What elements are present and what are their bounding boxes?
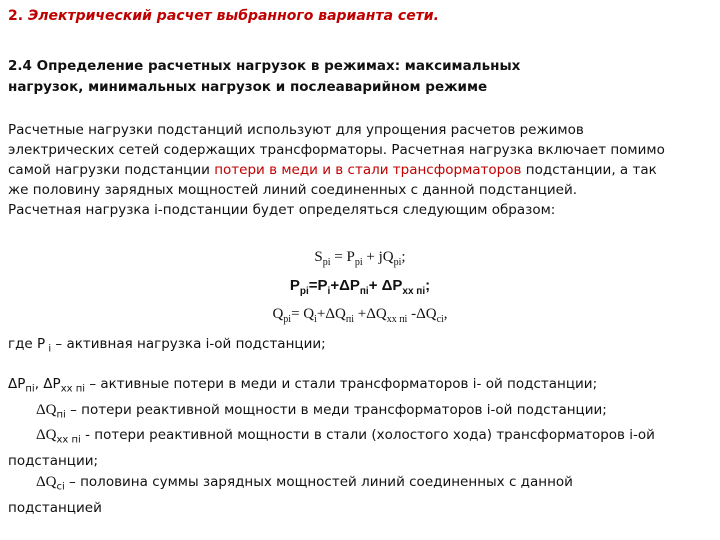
formula-subscript: pi bbox=[299, 286, 309, 297]
formula-block bbox=[0, 246, 720, 331]
definition-symbol: , ΔP bbox=[34, 376, 61, 392]
formula-subscript: ci bbox=[436, 314, 444, 325]
definition-text: – половина суммы зарядных мощностей линий соединенных с данной bbox=[64, 474, 573, 491]
definition-text: – потери реактивной мощности в меди трансформаторов i-ой подстанции; bbox=[65, 401, 607, 418]
paragraph-line: электрических сетей содержащих трансформаторы. Расчетная нагрузка включает помимо bbox=[8, 142, 665, 158]
definition-item bbox=[8, 400, 714, 426]
definition-text: - потери реактивной мощности в стали (холостого хода) трансформаторов i-ой bbox=[80, 427, 655, 444]
where-text: – активная нагрузка i-ой подстанции; bbox=[51, 336, 326, 352]
formula-part: = Q bbox=[291, 306, 315, 322]
formula-symbol: P bbox=[289, 277, 300, 294]
formula-subscript: pi bbox=[283, 314, 292, 325]
formula-symbol: S bbox=[314, 249, 323, 265]
subsection-heading bbox=[8, 56, 708, 98]
definition-subscript: хх пi bbox=[56, 435, 81, 447]
definition-subscript: хх пi bbox=[60, 383, 86, 395]
formula-subscript: i bbox=[314, 314, 317, 325]
section-heading bbox=[8, 8, 439, 24]
formula-active-power bbox=[0, 274, 720, 303]
formula-part: +ΔQ bbox=[316, 306, 346, 322]
paragraph-text: подстанции, а так bbox=[521, 162, 657, 178]
paragraph-line: Расчетные нагрузки подстанций используют для упрощения расчетов режимов bbox=[8, 122, 584, 138]
formula-subscript: хх пi bbox=[386, 314, 408, 325]
paragraph-text: самой нагрузки подстанции bbox=[8, 162, 215, 178]
formula-symbol: Q bbox=[272, 306, 284, 322]
where-subscript: i bbox=[45, 343, 52, 355]
formula-part: , bbox=[443, 306, 448, 322]
definition-item bbox=[8, 374, 714, 400]
subsection-heading-line2: нагрузок, минимальных нагрузок и послеаварийном режиме bbox=[8, 79, 488, 95]
formula-apparent-power bbox=[0, 246, 720, 274]
definition-subscript: пi bbox=[25, 383, 35, 395]
formula-part: + jQ bbox=[362, 249, 394, 265]
definition-symbol: ΔQ bbox=[36, 474, 57, 491]
formula-part: +ΔP bbox=[330, 277, 360, 294]
paragraph-line: же половину зарядных мощностей линий соединенных с данной подстанцией. bbox=[8, 182, 578, 198]
highlighted-text: потери в меди и в стали трансформаторов bbox=[214, 162, 522, 178]
formula-part: + ΔP bbox=[368, 277, 403, 294]
formula-subscript: pi bbox=[354, 257, 363, 268]
section-title: Электрический расчет выбранного варианта сети. bbox=[27, 8, 439, 24]
intro-paragraph bbox=[8, 120, 714, 220]
definition-symbol: ΔP bbox=[8, 376, 26, 392]
definition-continuation: подстанцией bbox=[8, 499, 102, 516]
formula-subscript: пi bbox=[345, 314, 354, 325]
formula-part: = P bbox=[330, 249, 355, 265]
formula-subscript: i bbox=[327, 286, 331, 297]
definition-symbol: ΔQ bbox=[36, 401, 57, 418]
formula-part: +ΔQ bbox=[354, 306, 387, 322]
where-text: где P bbox=[8, 336, 46, 352]
formula-subscript: хх пi bbox=[402, 286, 426, 297]
formula-subscript: pi bbox=[322, 257, 331, 268]
paragraph-line: Расчетная нагрузка i-подстанции будет определяться следующим образом: bbox=[8, 202, 556, 218]
definitions-list bbox=[8, 374, 714, 519]
definition-subscript: ci bbox=[56, 481, 65, 493]
formula-part: ; bbox=[401, 249, 406, 265]
formula-part: ; bbox=[425, 277, 431, 294]
definition-item bbox=[8, 425, 714, 451]
subsection-heading-line1: 2.4 Определение расчетных нагрузок в режимах: максимальных bbox=[8, 58, 521, 74]
definition-item bbox=[8, 472, 714, 498]
section-number: 2. bbox=[8, 8, 24, 24]
paragraph-line bbox=[8, 160, 714, 180]
definition-text: – активные потери в меди и стали трансформаторов i- ой подстанции; bbox=[85, 376, 598, 392]
formula-reactive-power bbox=[0, 303, 720, 331]
definition-subscript: пi bbox=[56, 409, 66, 421]
definition-continuation: подстанции; bbox=[8, 453, 99, 470]
definition-symbol: ΔQ bbox=[36, 427, 57, 444]
formula-subscript: pi bbox=[393, 257, 402, 268]
formula-subscript: пi bbox=[359, 286, 369, 297]
formula-part: =P bbox=[308, 277, 328, 294]
formula-part: -ΔQ bbox=[407, 306, 437, 322]
where-clause bbox=[8, 336, 326, 355]
